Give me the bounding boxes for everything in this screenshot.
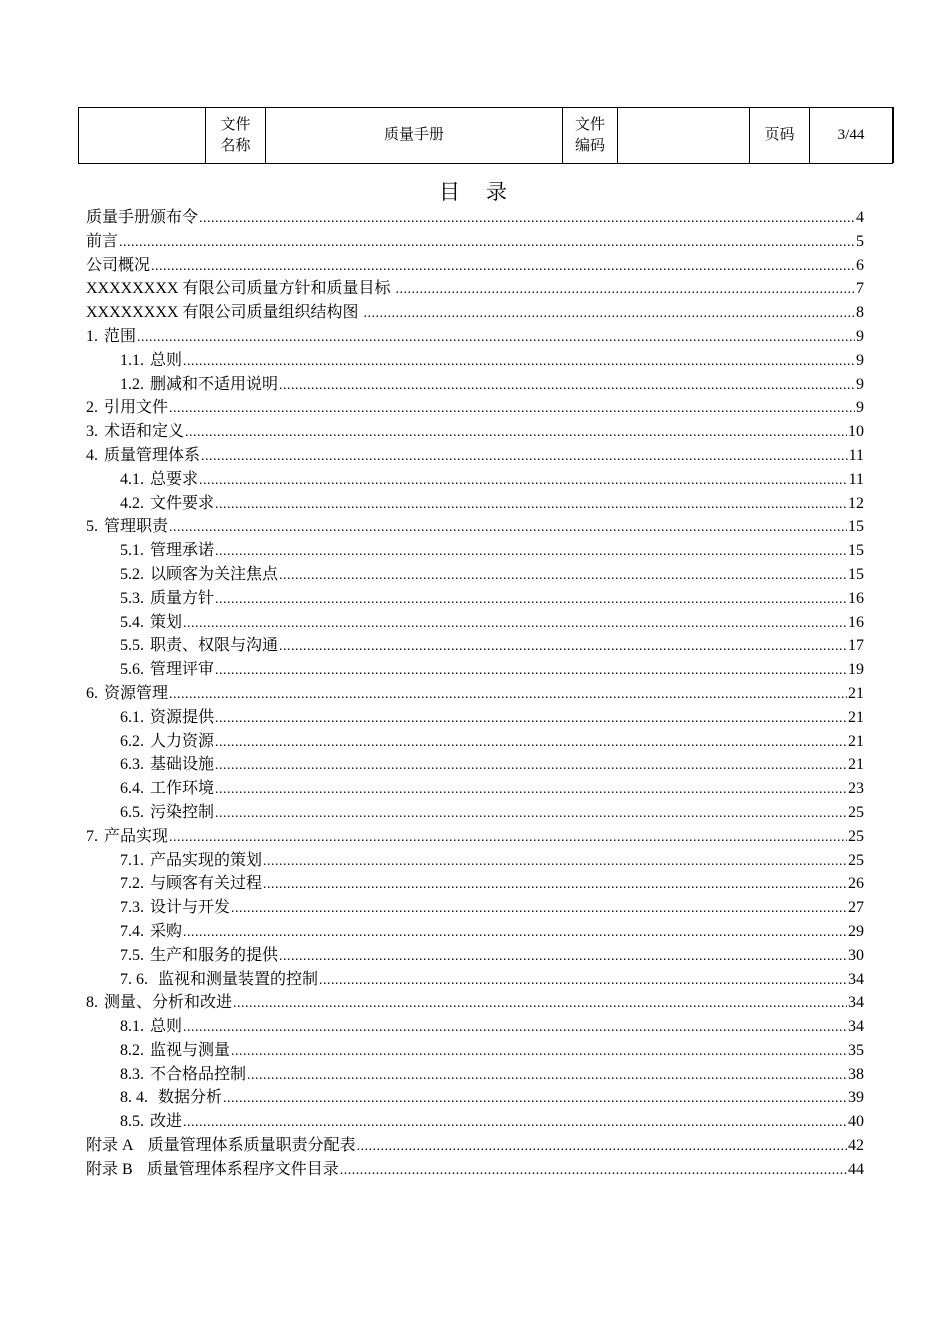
page-label: 页码: [750, 108, 810, 164]
toc-entry-title: 职责、权限与沟通: [150, 637, 279, 655]
toc-leader-dots: [263, 849, 847, 874]
toc-entry-title: 改进: [150, 1113, 183, 1131]
toc-entry[interactable]: [86, 254, 864, 278]
toc-entry-title: 产品实现的策划: [150, 851, 263, 869]
toc-leader-dots: [215, 492, 847, 517]
toc-entry-number: 5.1.: [120, 542, 144, 560]
toc-entry[interactable]: [86, 373, 864, 397]
toc-title-char2: 录: [486, 180, 511, 204]
file-name-label: [206, 108, 266, 164]
toc-leader-dots: [319, 968, 847, 993]
toc-entry[interactable]: [86, 277, 864, 301]
toc-entry-number: 6.2.: [120, 732, 144, 750]
toc-entry-page: 34: [848, 994, 864, 1012]
toc-entry-number: 6.4.: [120, 780, 144, 798]
toc-entry-number: 4.: [86, 446, 98, 464]
toc-entry-number: 1.1.: [120, 351, 144, 369]
file-name-label-line1: 文件: [220, 116, 251, 133]
toc-leader-dots: [233, 991, 847, 1016]
toc-entry-page: 42: [848, 1137, 864, 1155]
toc-entry[interactable]: [86, 515, 864, 539]
toc-entry-title: 资源管理: [104, 684, 169, 702]
toc-entry[interactable]: [86, 1158, 864, 1182]
toc-entry[interactable]: [86, 682, 864, 706]
toc-entry-title: 资源提供: [150, 708, 215, 726]
toc-entry-page: 15: [848, 565, 864, 583]
toc-entry[interactable]: [86, 587, 864, 611]
toc-entry-page: 11: [848, 470, 864, 488]
file-code-label-line1: 文件: [574, 116, 605, 133]
toc-entry-title: 以顾客为关注焦点: [150, 565, 279, 583]
toc-entry-title: 数据分析: [154, 1089, 223, 1107]
toc-entry-title: 前言: [86, 232, 119, 250]
toc-entry-page: 12: [848, 494, 864, 512]
toc-entry[interactable]: [86, 1015, 864, 1039]
toc-entry-number: 7.3.: [120, 899, 144, 917]
toc-leader-dots: [183, 920, 847, 945]
toc-entry-number: 8.2.: [120, 1041, 144, 1059]
toc-entry-page: 21: [848, 708, 864, 726]
toc-leader-dots: [247, 1063, 847, 1088]
toc-entry-title: 管理职责: [104, 518, 169, 536]
toc-leader-dots: [340, 1158, 847, 1183]
toc-entry[interactable]: [86, 753, 864, 777]
toc-entry[interactable]: [86, 1063, 864, 1087]
toc-leader-dots: [215, 801, 847, 826]
toc-entry-number: 7.5.: [120, 946, 144, 964]
toc-leader-dots: [119, 230, 855, 255]
toc-entry-page: 19: [848, 661, 864, 679]
file-name-label-line2: 名称: [220, 137, 251, 154]
toc-entry[interactable]: [86, 849, 864, 873]
toc-title: [0, 176, 950, 206]
toc-entry-number: 6.: [86, 684, 98, 702]
page-value: 3/44: [810, 108, 893, 164]
toc-entry-title: 生产和服务的提供: [150, 946, 279, 964]
toc-entry-page: 4: [856, 209, 864, 226]
toc-entry-number: 5.2.: [120, 565, 144, 583]
toc-entry[interactable]: [86, 206, 864, 230]
toc-entry-number: 7.4.: [120, 922, 144, 940]
toc-entry-title: 测量、分析和改进: [104, 994, 233, 1012]
toc-entry-title: 设计与开发: [150, 899, 231, 917]
toc-entry-page: 7: [856, 280, 864, 298]
toc-entry-page: 9: [856, 351, 864, 369]
toc-entry-title: 质量方针: [150, 589, 215, 607]
toc-entry[interactable]: [86, 230, 864, 254]
toc-leader-dots: [231, 896, 847, 921]
toc-entry-title: XXXXXXXX 有限公司质量方针和质量目标: [86, 280, 395, 298]
toc-leader-dots: [363, 301, 855, 326]
toc-title-char1: 目: [439, 180, 464, 204]
toc-entry-title: 删减和不适用说明: [150, 375, 279, 393]
toc-leader-dots: [151, 254, 855, 279]
toc-entry-title: 产品实现: [104, 827, 169, 845]
toc-entry-page: 16: [848, 589, 864, 607]
toc-entry-title: 范围: [104, 327, 137, 345]
toc-entry-number: 6.1.: [120, 708, 144, 726]
toc-entry-page: 39: [848, 1089, 864, 1107]
toc-entry-page: 5: [856, 232, 864, 250]
toc-entry-number: 5.: [86, 518, 98, 536]
toc-entry-title: 与顾客有关过程: [150, 875, 263, 893]
toc-entry-title: 监视与测量: [150, 1041, 231, 1059]
toc-leader-dots: [215, 777, 847, 802]
toc-entry-number: 7. 6.: [120, 970, 148, 988]
toc-entry[interactable]: [86, 1039, 864, 1063]
toc-entry-title: 管理承诺: [150, 542, 215, 560]
toc-leader-dots: [279, 563, 847, 588]
toc-entry-number: 附录 B: [86, 1160, 133, 1178]
toc-leader-dots: [169, 515, 847, 540]
toc-entry-title: 质量管理体系程序文件目录: [138, 1160, 339, 1178]
toc-entry-title: 质量管理体系: [104, 446, 201, 464]
toc-entry-number: 1.2.: [120, 375, 144, 393]
toc-leader-dots: [201, 444, 848, 469]
toc-leader-dots: [215, 658, 847, 683]
toc-entry-page: 11: [848, 446, 864, 464]
toc-entry-number: 1.: [86, 327, 98, 345]
toc-entry-title: 公司概况: [86, 256, 151, 274]
toc-entry-page: 27: [848, 899, 864, 917]
toc-entry-number: 8.3.: [120, 1065, 144, 1083]
toc-entry[interactable]: [86, 349, 864, 373]
file-code-label-line2: 编码: [574, 137, 605, 154]
toc-entry-number: 8. 4.: [120, 1089, 148, 1107]
toc-entry-page: 25: [848, 827, 864, 845]
toc-entry[interactable]: [86, 872, 864, 896]
toc-entry[interactable]: [86, 801, 864, 825]
toc-entry-page: 26: [848, 875, 864, 893]
toc-entry-page: 15: [848, 518, 864, 536]
toc-leader-dots: [183, 1110, 847, 1135]
toc-entry-title: XXXXXXXX 有限公司质量组织结构图: [86, 304, 363, 322]
toc-entry-title: 质量手册颁布令: [86, 209, 199, 226]
toc-leader-dots: [279, 634, 847, 659]
toc-leader-dots: [223, 1086, 847, 1111]
toc-entry-page: 35: [848, 1041, 864, 1059]
toc-entry-page: 9: [856, 399, 864, 417]
toc-entry-title: 人力资源: [150, 732, 215, 750]
toc-entry-title: 采购: [150, 922, 183, 940]
toc-leader-dots: [263, 872, 847, 897]
toc-entry-title: 基础设施: [150, 756, 215, 774]
toc-entry-title: 文件要求: [150, 494, 215, 512]
toc-entry-page: 25: [848, 851, 864, 869]
toc-entry-page: 10: [848, 423, 864, 441]
toc-leader-dots: [137, 325, 855, 350]
toc-entry[interactable]: [86, 468, 864, 492]
toc-entry[interactable]: [86, 396, 864, 420]
toc-entry-title: 引用文件: [104, 399, 169, 417]
toc-entry[interactable]: [86, 634, 864, 658]
toc-leader-dots: [231, 1039, 847, 1064]
toc-leader-dots: [183, 611, 847, 636]
toc-entry-page: 34: [848, 970, 864, 988]
toc-entry-title: 总要求: [150, 470, 199, 488]
toc-entry-page: 8: [856, 304, 864, 322]
toc-entry-page: 38: [848, 1065, 864, 1083]
document-header-table: [78, 107, 893, 164]
toc-leader-dots: [169, 825, 847, 850]
toc-entry-title: 管理评审: [150, 661, 215, 679]
toc-entry-page: 6: [856, 256, 864, 274]
header-blank-cell: [79, 108, 206, 164]
toc-entry-page: 9: [856, 327, 864, 345]
toc-entry-title: 监视和测量装置的控制: [154, 970, 319, 988]
toc-entry[interactable]: [86, 444, 864, 468]
toc-entry-number: 7.1.: [120, 851, 144, 869]
header-double-border: [893, 107, 894, 163]
toc-leader-dots: [357, 1134, 847, 1159]
toc-entry[interactable]: [86, 301, 864, 325]
toc-entry[interactable]: [86, 825, 864, 849]
toc-entry-number: 8.1.: [120, 1018, 144, 1036]
toc-entry[interactable]: [86, 539, 864, 563]
toc-entry-page: 16: [848, 613, 864, 631]
toc-entry-title: 污染控制: [150, 803, 215, 821]
toc-entry-page: 29: [848, 922, 864, 940]
toc-leader-dots: [185, 420, 847, 445]
toc-entry-number: 3.: [86, 423, 98, 441]
toc-leader-dots: [215, 706, 847, 731]
toc-entry-page: 17: [848, 637, 864, 655]
toc-entry[interactable]: [86, 968, 864, 992]
toc-entry-title: 术语和定义: [104, 423, 185, 441]
toc-leader-dots: [169, 682, 847, 707]
toc-entry-title: 质量管理体系质量职责分配表: [139, 1137, 356, 1155]
toc-entry-number: 4.1.: [120, 470, 144, 488]
toc-entry[interactable]: [86, 325, 864, 349]
file-code-label: [563, 108, 618, 164]
toc-entry-number: 8.5.: [120, 1113, 144, 1131]
toc-entry-page: 30: [848, 946, 864, 964]
toc-entry-number: 2.: [86, 399, 98, 417]
toc-entry-number: 7.2.: [120, 875, 144, 893]
toc-entry[interactable]: [86, 611, 864, 635]
toc-entry-number: 5.4.: [120, 613, 144, 631]
toc-entry[interactable]: [86, 920, 864, 944]
toc-entry-page: 21: [848, 756, 864, 774]
toc-leader-dots: [215, 753, 847, 778]
toc-entry-page: 21: [848, 732, 864, 750]
toc-leader-dots: [183, 349, 855, 374]
toc-leader-dots: [199, 206, 855, 231]
toc-entry[interactable]: [86, 1110, 864, 1134]
toc-entry-page: 25: [848, 803, 864, 821]
toc-entry-number: 4.2.: [120, 494, 144, 512]
toc-entry[interactable]: [86, 896, 864, 920]
toc-entry-title: 不合格品控制: [150, 1065, 247, 1083]
toc-entry-title: 工作环境: [150, 780, 215, 798]
toc-entry-title: 总则: [150, 351, 183, 369]
toc-entry-number: 5.5.: [120, 637, 144, 655]
toc-leader-dots: [169, 396, 855, 421]
toc-entry-page: 23: [848, 780, 864, 798]
toc-entry-page: 34: [848, 1018, 864, 1036]
toc-entry[interactable]: [86, 420, 864, 444]
toc-entry-page: 9: [856, 375, 864, 393]
toc-entry[interactable]: [86, 777, 864, 801]
toc-entry[interactable]: [86, 1134, 864, 1158]
toc-entry-page: 15: [848, 542, 864, 560]
toc-leader-dots: [395, 277, 855, 302]
toc-entry[interactable]: [86, 944, 864, 968]
file-code-value: [618, 108, 750, 164]
toc-entry-title: 总则: [150, 1018, 183, 1036]
toc-entry-page: 44: [848, 1160, 864, 1178]
toc-entry-number: 8.: [86, 994, 98, 1012]
toc-entry-number: 6.3.: [120, 756, 144, 774]
toc-entry-page: 21: [848, 684, 864, 702]
toc-entry[interactable]: [86, 658, 864, 682]
toc-leader-dots: [199, 468, 848, 493]
toc-entry-page: 40: [848, 1113, 864, 1131]
toc-entry-number: 6.5.: [120, 803, 144, 821]
toc-entry-number: 附录 A: [86, 1137, 134, 1155]
file-name-value: 质量手册: [266, 108, 563, 164]
toc-leader-dots: [279, 373, 855, 398]
toc-entry-number: 5.3.: [120, 589, 144, 607]
toc-entry[interactable]: [86, 730, 864, 754]
toc-entry[interactable]: [86, 492, 864, 516]
table-of-contents: [86, 206, 864, 1182]
toc-leader-dots: [215, 730, 847, 755]
toc-leader-dots: [215, 539, 847, 564]
toc-leader-dots: [183, 1015, 847, 1040]
toc-leader-dots: [279, 944, 847, 969]
toc-entry[interactable]: [86, 1086, 864, 1110]
toc-entry-number: 5.6.: [120, 661, 144, 679]
toc-leader-dots: [215, 587, 847, 612]
toc-entry[interactable]: [86, 991, 864, 1015]
toc-entry-number: 7.: [86, 827, 98, 845]
toc-entry[interactable]: [86, 563, 864, 587]
toc-entry[interactable]: [86, 706, 864, 730]
toc-entry-title: 策划: [150, 613, 183, 631]
